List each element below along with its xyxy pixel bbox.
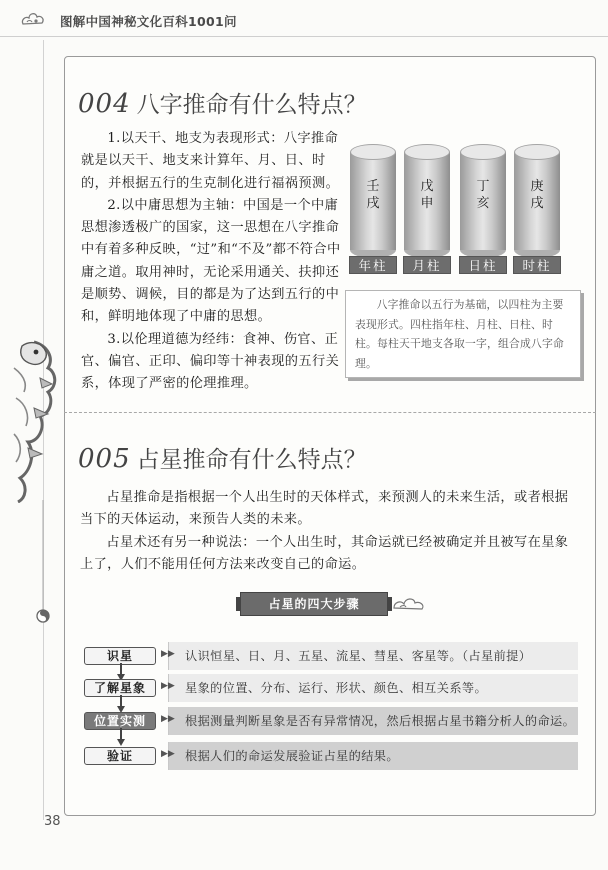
step-description: 星象的位置、分布、运行、形状、颜色、相互关系等。 (185, 681, 488, 695)
pillar-label: 年柱 (349, 256, 397, 274)
dragon-ornament-icon (4, 338, 62, 503)
step-label: 位置实测 (84, 712, 156, 730)
pillar-stem: 丁 (476, 179, 490, 194)
step-description: 认识恒星、日、月、五星、流星、彗星、客星等。（占星前提） (185, 649, 532, 663)
cloud-ornament-icon (392, 594, 426, 614)
tassel-ornament-icon (34, 500, 52, 636)
step-description-bar (168, 674, 578, 702)
pillar-label: 月柱 (403, 256, 451, 274)
triangle-right-icon: ▶▶ (161, 714, 175, 724)
pillar-label: 时柱 (513, 256, 561, 274)
triangle-right-icon: ▶▶ (161, 681, 175, 691)
pillar-branch: 戌 (530, 196, 544, 211)
pillar-stem: 戊 (420, 179, 434, 194)
question-004-heading (78, 86, 367, 119)
caption-box (345, 290, 581, 378)
step-description-bar (168, 707, 578, 735)
book-title: 图解中国神秘文化百科1001问 (60, 14, 237, 29)
triangle-right-icon: ▶▶ (161, 749, 175, 759)
body-paragraph: 3.以伦理道德为经纬：食神、伤官、正官、偏官、正印、偏印等十神表现的五行关系，体现了严密的伦理推理。 (81, 331, 340, 392)
question-number: 005 (78, 444, 131, 474)
body-paragraph: 1.以天干、地支为表现形式：八字推命就是以天干、地支来计算年、月、日、时的，并根据五行的生克制化进行福祸预测。 (81, 131, 340, 191)
section-divider (64, 412, 596, 413)
page-header (0, 0, 608, 38)
caption-text: 八字推命以五行为基础，以四柱为主要表现形式。四柱指年柱、月柱、日柱、时柱。每柱天干地支各取一字，组合成八字命理。 (355, 298, 564, 370)
pillar-label: 日柱 (459, 256, 507, 274)
pillar-branch: 戌 (366, 196, 380, 211)
question-005-heading (78, 441, 367, 474)
step-label: 了解星象 (84, 679, 156, 697)
header-rule (0, 36, 608, 37)
question-004-body (81, 128, 343, 396)
step-label: 识星 (84, 647, 156, 665)
body-paragraph: 2.以中庸思想为主轴：中国是一个中庸思想渗透极广的国家，这一思想在八字推命中有着多种反映，“过”和“不及”都不符合中庸之道。取用神时，无论采用通关、扶抑还是顺势、调候，目的都是为了达到五行的中和，鲜明地体现了中庸的思想。 (81, 197, 341, 325)
body-paragraph: 占星术还有另一种说法：一个人出生时，其命运就已经被确定并且被写在星象上了，人们不能用任何方法来改变自己的命运。 (80, 534, 569, 572)
question-005-body (80, 487, 580, 576)
question-title: 占星推命有什么特点？ (136, 447, 367, 473)
cloud-ornament-icon (20, 8, 46, 30)
four-pillars-illustration (350, 140, 580, 280)
question-number: 004 (78, 89, 131, 119)
step-description-bar (168, 642, 578, 670)
step-label: 验证 (84, 747, 156, 765)
arrow-down-icon (117, 695, 125, 713)
pillar-month (404, 144, 450, 256)
step-description: 根据人们的命运发展验证占星的结果。 (185, 749, 399, 763)
pillar-hour (514, 144, 560, 256)
step-description: 根据测量判断星象是否有异常情况，然后根据占星书籍分析人的命运。 (185, 714, 576, 728)
pillar-year (350, 144, 396, 256)
body-paragraph: 占星推命是指根据一个人出生时的天体样式，来预测人的未来生活，或者根据当下的天体运动，来预告人类的未来。 (80, 490, 569, 528)
question-title: 八字推命有什么特点？ (136, 92, 367, 118)
page-number: 38 (44, 814, 61, 829)
step-description-bar (168, 742, 578, 770)
pillar-branch: 申 (420, 196, 434, 211)
triangle-right-icon: ▶▶ (161, 649, 175, 659)
arrow-down-icon (117, 728, 125, 746)
pillar-branch: 亥 (476, 196, 490, 211)
pillar-stem: 庚 (530, 179, 544, 194)
pillar-day (460, 144, 506, 256)
steps-title: 占星的四大步骤 (240, 592, 388, 616)
pillar-stem: 壬 (366, 179, 380, 194)
